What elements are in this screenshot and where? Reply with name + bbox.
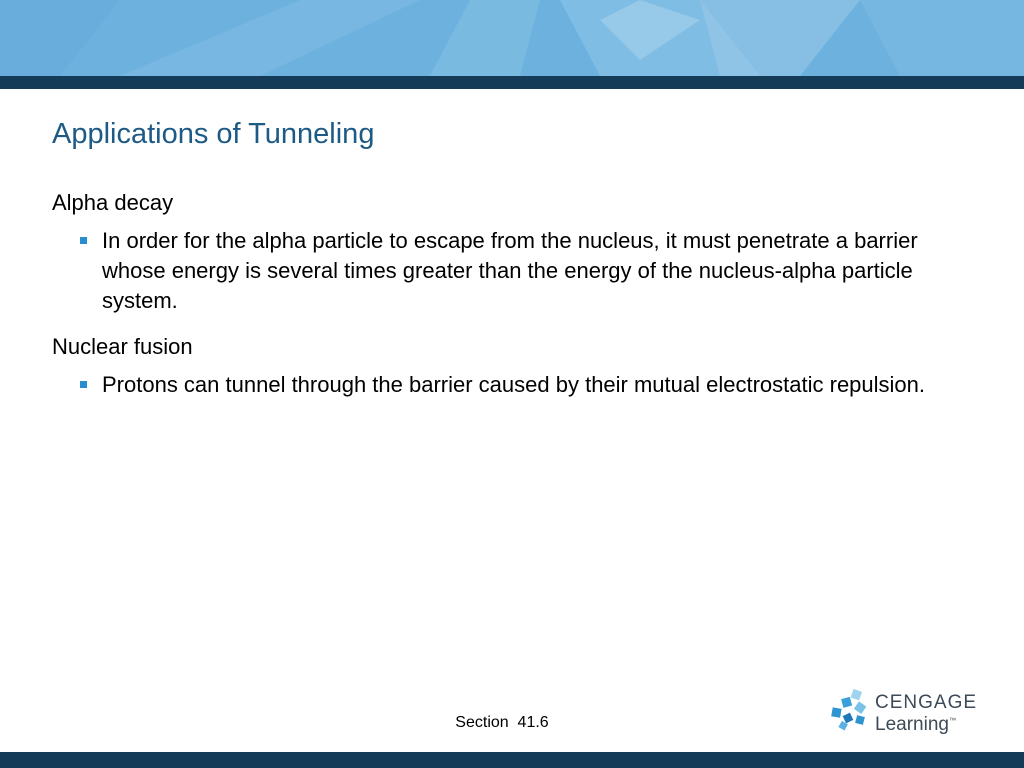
section-heading-nuclear-fusion: Nuclear fusion [52,334,193,359]
slide-title: Applications of Tunneling [52,118,375,150]
logo-text-learning-word: Learning [875,714,949,735]
cengage-logo-icon [830,688,870,732]
square-bullet-icon [80,381,87,388]
header-rule [0,76,1024,89]
section-heading-alpha-decay: Alpha decay [52,190,174,215]
footer-bar [0,752,1024,768]
slide-content [52,188,982,410]
square-bullet-icon [80,237,87,244]
section-number: Section 41.6 [455,714,549,731]
bullet-item [52,370,982,400]
logo-text-cengage: CENGAGE [875,692,978,713]
bullet-text: Protons can tunnel through the barrier caused by their mutual electrostatic repulsion. [102,372,926,397]
banner-decoration [0,0,1024,76]
header-banner [0,0,1024,76]
logo-trademark: ™ [948,717,956,725]
logo-text-learning [875,714,956,736]
bullet-item [52,226,982,316]
bullet-text: In order for the alpha particle to escape from the nucleus, it must penetrate a barrier whose energy is several times greater than the energy of the nucleus-alpha particle system. [102,228,918,313]
cengage-logo [830,688,990,740]
